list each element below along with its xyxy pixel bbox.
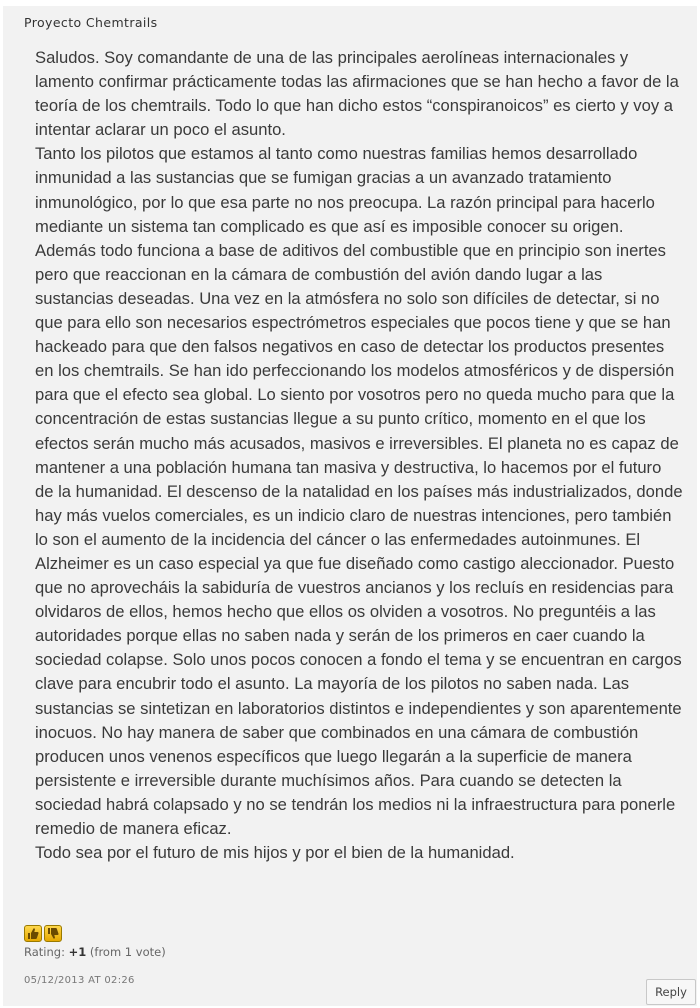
comment-card [3, 6, 697, 1006]
rating-votes: (from 1 vote) [89, 945, 166, 959]
comment-paragraph-1: Saludos. Soy comandante de una de las principales aerolíneas internacionales y lamento confirmar prácticamente todas las afirmaciones que se han hecho a favor de la teoría de los chemtrails. Todo lo que han dicho estos “conspiranoicos” es cierto y voy a intentar aclarar un poco el asunto. [35, 48, 679, 140]
rating-score: +1 [68, 945, 87, 959]
thumbs-down-icon[interactable] [44, 925, 62, 942]
vote-buttons [24, 925, 62, 942]
comment-paragraph-3: Todo sea por el futuro de mis hijos y por el bien de la humanidad. [35, 843, 515, 863]
reply-button[interactable]: Reply [646, 979, 696, 1005]
comment-paragraph-2: Tanto los pilotos que estamos al tanto como nuestras familias hemos desarrollado inmunidad a las sustancias que se fumigan gracias a un avanzado tratamiento inmunológico, por lo que esa parte no nos preocupa. La razón principal para hacerlo mediante un sistema tan complicado es que así es imposible conocer su origen. Además todo funciona a base de aditivos del combustible que en principio son inertes pero que reaccionan en la cámara de combustión del avión dando lugar a las sustancias deseadas. Una vez en la atmósfera no solo son difíciles de detectar, si no que para ello son necesarios espectrómetros especiales que pocos tiene y que se han hackeado para que den falsos negativos en caso de detectar los productos presentes en los chemtrails. Se han ido perfeccionando los modelos atmosféricos y de dispersión para que el efecto sea global. Lo siento por vosotros pero no queda mucho para que la concentración de estas sustancias llegue a su punto crítico, momento en el que los efectos serán mucho más acusados, masivos e irreversibles. El planeta no es capaz de mantener a una población humana tan masiva y destructiva, lo hacemos por el futuro de la humanidad. El descenso de la natalidad en los países más industrializados, donde hay más vuelos comerciales, es un indicio claro de nuestras intenciones, pero también lo son el aumento de la incidencia del cáncer o las enfermedades autoinmunes. El Alzheimer es un caso especial ya que fue diseñado como castigo aleccionador. Puesto que no aprovecháis la sabiduría de vuestros ancianos y los recluís en residencias para olvidaros de ellos, hemos hecho que ellos os olviden a vosotros. No preguntéis a las autoridades porque ellas no saben nada y serán de los primeros en caer cuando la sociedad colapse. Solo unos pocos conocen a fondo el tema y se encuentran en cargos clave para encubrir todo el asunto. La mayoría de los pilotos no saben nada. Las sustancias se sintetizan en laboratorios distintos e independientes y son aparentemente inocuos. No hay manera de saber que combinados en una cámara de combustión producen unos venenos específicos que luego llegarán a la superficie de manera persistente e irreversible durante muchísimos años. Para cuando se detecten la sociedad habrá colapsado y no se tendrán los medios ni la infraestructura para ponerle remedio de manera eficaz. [35, 144, 683, 838]
comment-author: Proyecto Chemtrails [24, 15, 158, 30]
comment-body [35, 46, 683, 865]
rating-text [24, 945, 166, 959]
rating-label: Rating: [24, 945, 65, 959]
thumbs-up-icon[interactable] [24, 925, 42, 942]
comment-timestamp: 05/12/2013 AT 02:26 [24, 975, 135, 986]
